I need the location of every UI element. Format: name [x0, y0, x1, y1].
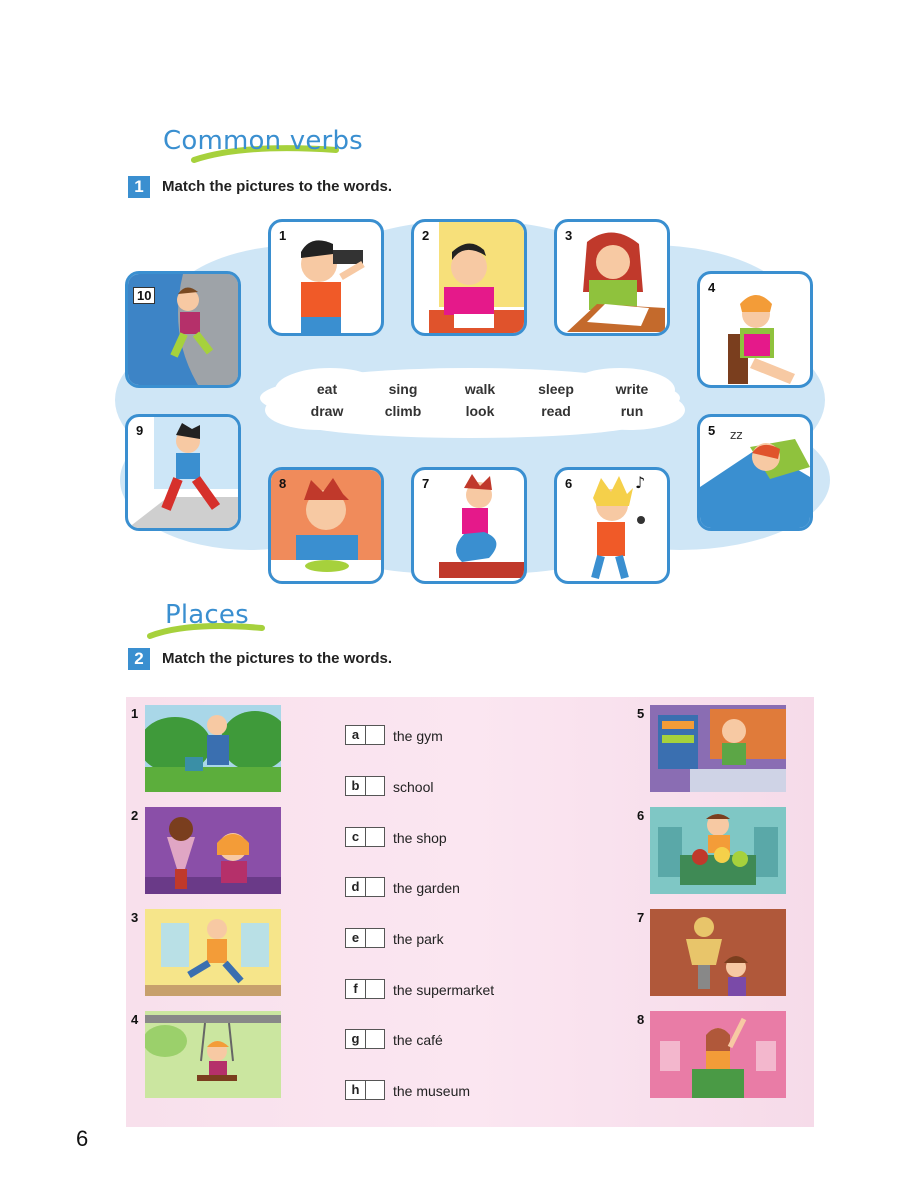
verb-picture-7 — [411, 467, 527, 584]
picture-number: 8 — [279, 476, 287, 491]
option-letter: b — [346, 777, 366, 795]
picture-number: 7 — [422, 476, 430, 491]
option-letter: d — [346, 878, 366, 896]
picture-number: 10 — [133, 287, 155, 304]
verb-picture-1 — [268, 219, 384, 336]
school-scene-icon — [650, 1011, 786, 1098]
verb-word: walk — [464, 381, 496, 397]
answer-box-h[interactable] — [345, 1080, 385, 1100]
option-text: the museum — [393, 1083, 471, 1099]
place-picture-4 — [145, 1011, 281, 1098]
option-letter: a — [346, 726, 366, 744]
option-text: the garden — [393, 880, 460, 896]
svg-text:zz: zz — [730, 428, 743, 442]
verb-picture-2 — [411, 219, 527, 336]
verb-word: eat — [316, 381, 338, 397]
option-letter: c — [346, 828, 366, 846]
place-number: 3 — [131, 910, 139, 925]
verb-picture-9 — [125, 414, 241, 531]
boy-writing-icon — [414, 222, 524, 333]
verb-word: write — [615, 381, 649, 397]
verb-word: read — [541, 403, 571, 419]
option-text: the shop — [393, 830, 447, 846]
picture-number: 6 — [565, 476, 573, 491]
garden-scene-icon — [145, 705, 281, 792]
svg-text:♪: ♪ — [635, 473, 646, 492]
place-number: 5 — [637, 706, 645, 721]
option-letter: e — [346, 929, 366, 947]
exercise-2-instruction: Match the pictures to the words. — [162, 650, 393, 667]
answer-box-d[interactable] — [345, 877, 385, 897]
place-number: 1 — [131, 706, 139, 721]
boy-running-icon — [128, 417, 238, 528]
place-picture-7 — [650, 909, 786, 996]
place-number: 4 — [131, 1012, 139, 1027]
place-picture-3 — [145, 909, 281, 996]
option-letter: f — [346, 980, 366, 998]
picture-number: 5 — [708, 423, 716, 438]
girl-sleeping-icon — [700, 417, 810, 528]
place-picture-5 — [650, 705, 786, 792]
supermarket-scene-icon — [650, 807, 786, 894]
picture-number: 4 — [708, 280, 716, 295]
museum-scene-icon — [650, 909, 786, 996]
place-number: 7 — [637, 910, 645, 925]
exercise-number-2: 2 — [128, 648, 150, 670]
option-text: the supermarket — [393, 982, 495, 998]
place-picture-6 — [650, 807, 786, 894]
place-picture-2 — [145, 807, 281, 894]
option-letter: h — [346, 1081, 366, 1099]
girl-drawing-icon — [557, 222, 667, 333]
verb-picture-3 — [554, 219, 670, 336]
place-number: 8 — [637, 1012, 645, 1027]
verb-word: draw — [310, 403, 344, 419]
picture-number: 2 — [422, 228, 430, 243]
park-scene-icon — [145, 1011, 281, 1098]
option-text: school — [393, 779, 434, 795]
picture-number: 1 — [279, 228, 287, 243]
page-number: 6 — [76, 1126, 89, 1151]
place-picture-8 — [650, 1011, 786, 1098]
answer-box-f[interactable] — [345, 979, 385, 999]
answer-box-e[interactable] — [345, 928, 385, 948]
place-picture-1 — [145, 705, 281, 792]
exercise-number-1: 1 — [128, 176, 150, 198]
girl-reading-icon — [700, 274, 810, 385]
place-number: 2 — [131, 808, 139, 823]
picture-number: 3 — [565, 228, 573, 243]
section-title-places: Places — [165, 600, 249, 630]
boy-singing-icon — [557, 470, 667, 581]
option-text: the café — [393, 1032, 443, 1048]
answer-box-a[interactable] — [345, 725, 385, 745]
binoculars-boy-icon — [271, 222, 381, 333]
cafe-scene-icon — [145, 807, 281, 894]
option-text: the gym — [393, 728, 443, 744]
verb-word: sing — [388, 381, 418, 397]
verb-picture-4 — [697, 271, 813, 388]
verb-word: look — [465, 403, 495, 419]
verb-word: sleep — [538, 381, 574, 397]
answer-box-c[interactable] — [345, 827, 385, 847]
verb-picture-6 — [554, 467, 670, 584]
verb-word: run — [620, 403, 644, 419]
shop-scene-icon — [650, 705, 786, 792]
picture-number: 9 — [136, 423, 144, 438]
answer-box-b[interactable] — [345, 776, 385, 796]
verb-picture-5 — [697, 414, 813, 531]
boy-jumping-icon — [414, 470, 524, 581]
verb-word: climb — [384, 403, 422, 419]
option-letter: g — [346, 1030, 366, 1048]
answer-box-g[interactable] — [345, 1029, 385, 1049]
gym-scene-icon — [145, 909, 281, 996]
option-text: the park — [393, 931, 444, 947]
section-title-common-verbs: Common verbs — [163, 126, 363, 156]
exercise-1-instruction: Match the pictures to the words. — [162, 178, 393, 195]
boy-eating-icon — [271, 470, 381, 581]
place-number: 6 — [637, 808, 645, 823]
verb-picture-10 — [125, 271, 241, 388]
verb-picture-8 — [268, 467, 384, 584]
